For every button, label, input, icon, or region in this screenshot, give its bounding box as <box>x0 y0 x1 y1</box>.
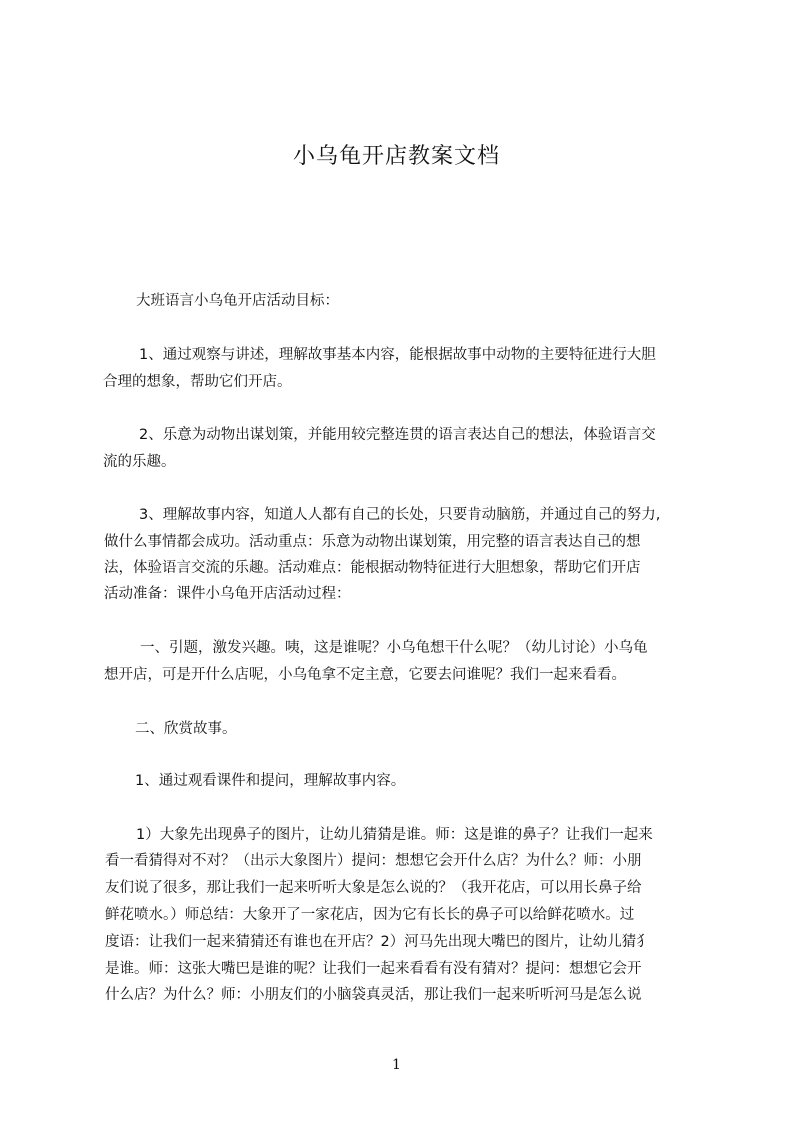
paragraph-line: 1、通过观察与讲述，理解故事基本内容，能根据故事中动物的主要特征进行大胆 <box>139 347 656 363</box>
paragraph-line: 大班语言小乌龟开店活动目标： <box>136 293 339 309</box>
paragraph-line: 二、欣赏故事。 <box>135 721 237 737</box>
paragraph-line: 活动准备：课件小乌龟开店活动过程： <box>104 586 351 602</box>
paragraph-line: 1、通过观看课件和提问，理解故事内容。 <box>135 773 406 789</box>
page-number: 1 <box>392 1057 401 1073</box>
paragraph-line: 合理的想象，帮助它们开店。 <box>103 374 292 390</box>
paragraph-line: 1）大象先出现鼻子的图片，让幼儿猜猜是谁。师：这是谁的鼻子？让我们一起来 <box>136 827 653 843</box>
paragraph-line: 一、引题，激发兴趣。咦，这是谁呢？小乌龟想干什么呢？（幼儿讨论）小乌龟 <box>140 640 648 656</box>
document-title: 小乌龟开店教案文档 <box>292 144 500 169</box>
paragraph-line: 是谁。师：这张大嘴巴是谁的呢？让我们一起来看看有没有猜对？提问：想想它会开 <box>105 961 642 977</box>
paragraph-line: 友们说了很多，那让我们一起来听听大象是怎么说的？（我开花店，可以用长鼻子给 <box>105 880 642 896</box>
paragraph-line: 3、理解故事内容，知道人人都有自己的长处，只要肯动脑筋，并通过自己的努力, <box>139 507 661 523</box>
paragraph-line: 流的乐趣。 <box>103 454 176 470</box>
paragraph-line: 法，体验语言交流的乐趣。活动难点：能根据动物特征进行大胆想象，帮助它们开店 <box>104 560 641 576</box>
paragraph-line: 鲜花喷水。）师总结：大象开了一家花店，因为它有长长的鼻子可以给鲜花喷水。过 <box>105 907 635 923</box>
paragraph-line: 什么店？为什么？师：小朋友们的小脑袋真灵活，那让我们一起来听听河马是怎么说 <box>105 987 642 1003</box>
paragraph-line: 2、乐意为动物出谋划策，并能用较完整连贯的语言表达自己的想法，体验语言交 <box>139 427 656 443</box>
paragraph-line: 看一看猜得对不对？（出示大象图片）提问：想想它会开什么店？为什么？师：小朋 <box>105 853 642 869</box>
paragraph-line: 做什么事情都会成功。活动重点：乐意为动物出谋划策，用完整的语言表达自己的想 <box>104 534 641 550</box>
paragraph-line: 想开店，可是开什么店呢，小乌龟拿不定主意，它要去问谁呢？我们一起来看看。 <box>104 667 626 683</box>
paragraph-line: 度语：让我们一起来猜猜还有谁也在开店？2）河马先出现大嘴巴的图片，让幼儿猜犭 <box>105 934 651 950</box>
